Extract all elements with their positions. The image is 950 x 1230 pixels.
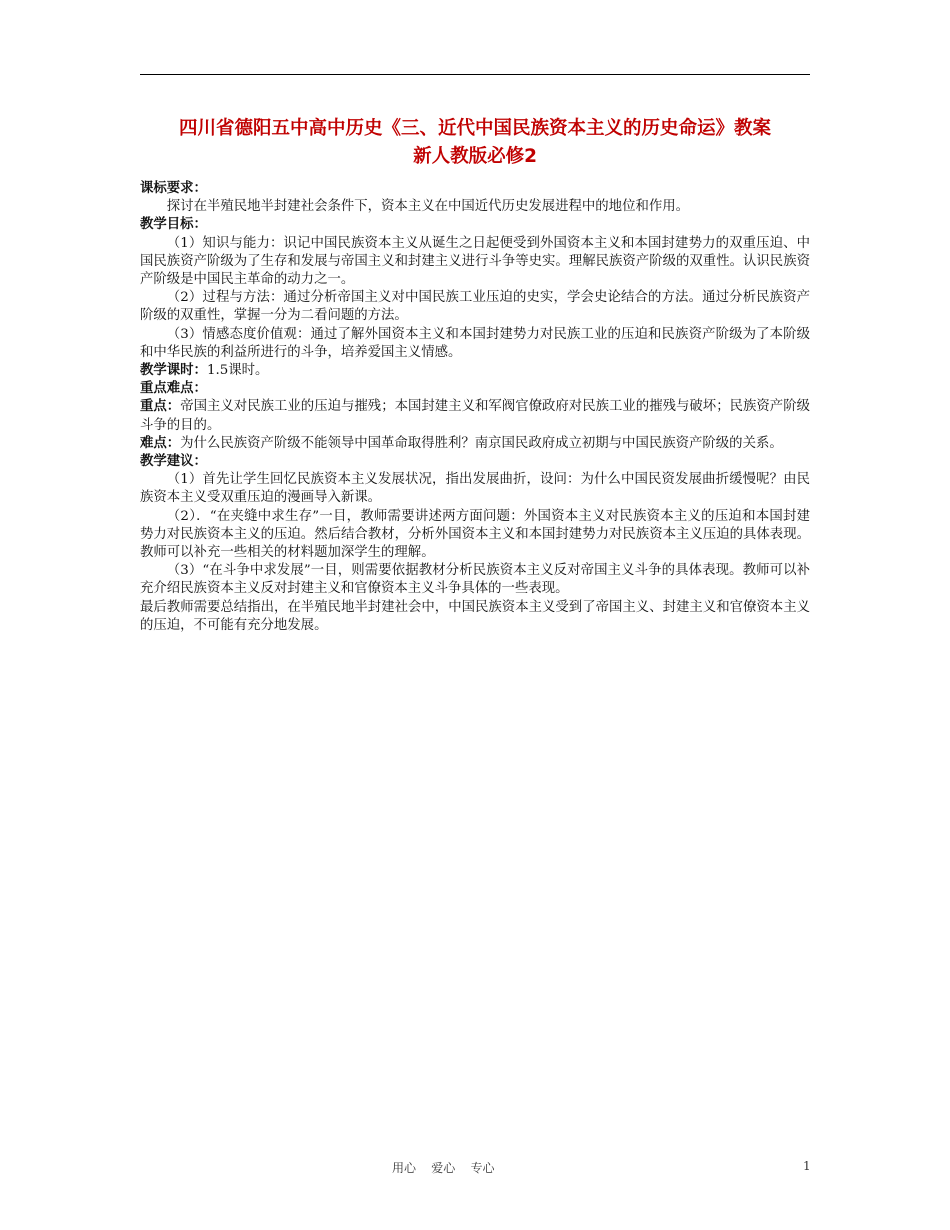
difficult-point-paragraph [140, 435, 810, 453]
suggestion-item-1: （1）首先让学生回忆民族资本主义发展状况，指出发展曲折，设问：为什么中国民资发展曲折缓慢呢？由民族资本主义受双重压迫的漫画导入新课。 [140, 472, 810, 506]
page-number: 1 [803, 1159, 811, 1173]
suggestion-item-2: （2）．“在夹缝中求生存”一目，教师需要讲述两方面问题：外国资本主义对民族资本主义的压迫和本国封建势力对民族资本主义的压迫。然后结合教材，分析外国资本主义和本国封建势力对民族资本主义压迫的具体表现。教师可以补充一些相关的材料题加深学生的理解。 [140, 508, 810, 561]
suggestion-item-3: （3）“在斗争中求发展”一目，则需要依据教材分析民族资本主义反对帝国主义斗争的具体表现。教师可以补充介绍民族资本主义反对封建主义和官僚资本主义斗争具体的一些表现。 [140, 563, 810, 597]
document-body [140, 180, 810, 635]
title-line-1: 四川省德阳五中高中历史《三、近代中国民族资本主义的历史命运》教案 [178, 118, 771, 139]
hours-heading: 教学课时： [140, 363, 207, 379]
curriculum-heading: 课标要求： [140, 181, 207, 196]
difficult-point-label: 难点： [140, 435, 181, 451]
key-point-paragraph [140, 398, 810, 434]
key-points-heading: 重点难点： [140, 381, 207, 397]
hours-text: 1.5课时。 [206, 363, 269, 379]
document-title [140, 115, 810, 171]
hours-line [140, 362, 810, 380]
suggestion-closing: 最后教师需要总结指出，在半殖民地半封建社会中，中国民族资本主义受到了帝国主义、封建主义和官僚资本主义的压迫，不可能有充分地发展。 [140, 599, 810, 633]
key-point-label: 重点： [140, 399, 181, 415]
title-line-2: 新人教版必修2 [413, 146, 537, 167]
goals-heading: 教学目标： [140, 217, 207, 233]
key-point-text: 帝国主义对民族工业的压迫与摧残；本国封建主义和军阀官僚政府对民族工业的摧残与破坏；民族资产阶级斗争的目的。 [140, 399, 810, 433]
suggestions-heading: 教学建议： [140, 454, 207, 470]
goal-item-2: （2）过程与方法：通过分析帝国主义对中国民族工业压迫的史实，学会史论结合的方法。通过分析民族资产阶级的双重性，掌握一分为二看问题的方法。 [140, 290, 810, 324]
footer-motto: 用心 爱心 专心 [392, 1161, 495, 1175]
difficult-point-text: 为什么民族资产阶级不能领导中国革命取得胜利？南京国民政府成立初期与中国民族资产阶级的关系。 [180, 435, 783, 451]
goal-item-1: （1）知识与能力：识记中国民族资本主义从诞生之日起便受到外国资本主义和本国封建势力的双重压迫、中国民族资产阶级为了生存和发展与帝国主义和封建主义进行斗争等史实。理解民族资产阶级的双重性。认识民族资产阶级是中国民主革命的动力之一。 [140, 235, 810, 288]
curriculum-text: 探讨在半殖民地半封建社会条件下，资本主义在中国近代历史发展进程中的地位和作用。 [166, 199, 690, 215]
header-rule [140, 74, 810, 75]
goal-item-3: （3）情感态度价值观：通过了解外国资本主义和本国封建势力对民族工业的压迫和民族资产阶级为了本阶级和中华民族的利益所进行的斗争，培养爱国主义情感。 [140, 326, 810, 360]
